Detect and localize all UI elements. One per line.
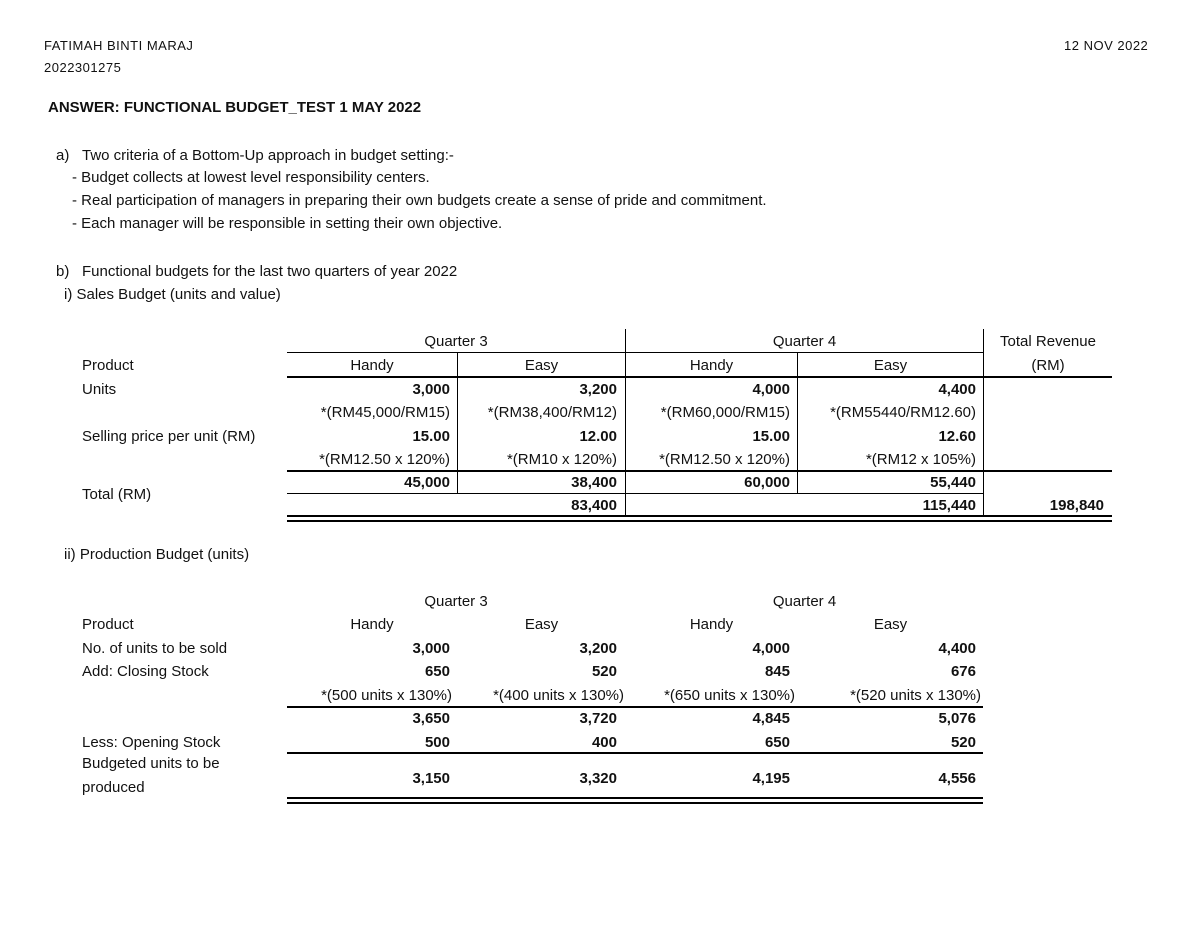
- closing-stock-note: *(520 units x 130%): [850, 687, 981, 704]
- section-a-point: - Real participation of managers in preparing their own budgets create a sense of pride and commitment.: [72, 192, 767, 209]
- col-handy: Handy: [350, 616, 394, 633]
- section-a-point: - Budget collects at lowest level responsibility centers.: [72, 169, 430, 186]
- student-name: FATIMAH BINTI MARAJ: [44, 38, 194, 53]
- units-value: 3,200: [579, 381, 617, 398]
- divider: [457, 353, 458, 493]
- budgeted-units-value: 3,150: [412, 770, 450, 787]
- budgeted-units-value: 4,556: [938, 770, 976, 787]
- price-note: *(RM12.50 x 120%): [659, 451, 790, 468]
- units-value: 3,000: [412, 381, 450, 398]
- price-value: 12.00: [579, 428, 617, 445]
- quarter-4-header: Quarter 4: [772, 333, 837, 350]
- double-underline: [287, 797, 983, 804]
- divider: [797, 353, 798, 493]
- price-value: 12.60: [938, 428, 976, 445]
- col-handy: Handy: [689, 357, 734, 374]
- units-note: *(RM45,000/RM15): [320, 404, 450, 421]
- units-sold-value: 4,400: [938, 640, 976, 657]
- budgeted-units-label: Budgeted units to be: [82, 755, 220, 772]
- quarter-3-header: Quarter 3: [424, 593, 488, 610]
- units-value: 4,000: [752, 381, 790, 398]
- closing-stock-value: 520: [591, 663, 617, 680]
- opening-stock-value: 520: [950, 734, 976, 751]
- subtotal-value: 5,076: [938, 710, 976, 727]
- total-revenue-header: Total Revenue: [1000, 333, 1096, 350]
- subtotal-value: 3,720: [579, 710, 617, 727]
- section-b-label: b): [56, 263, 70, 280]
- date: 12 NOV 2022: [1064, 38, 1149, 53]
- section-a-point: - Each manager will be responsible in setting their own objective.: [72, 215, 503, 232]
- units-label: Units: [82, 381, 117, 398]
- closing-stock-note: *(400 units x 130%): [493, 687, 624, 704]
- budgeted-units-value: 3,320: [579, 770, 617, 787]
- subtotal-value: 3,650: [412, 710, 450, 727]
- opening-stock-label: Less: Opening Stock: [82, 734, 221, 751]
- quarter-4-total: 115,440: [922, 497, 976, 514]
- student-id: 2022301275: [44, 60, 122, 75]
- units-note: *(RM55440/RM12.60): [830, 404, 976, 421]
- price-value: 15.00: [752, 428, 790, 445]
- divider: [287, 493, 983, 494]
- divider: [287, 352, 983, 353]
- budgeted-units-label: produced: [82, 779, 145, 796]
- section-b-heading: Functional budgets for the last two quarters of year 2022: [82, 263, 458, 280]
- units-note: *(RM60,000/RM15): [660, 404, 790, 421]
- closing-stock-label: Add: Closing Stock: [82, 663, 209, 680]
- sales-budget-title: i) Sales Budget (units and value): [64, 286, 281, 303]
- subtotal-value: 4,845: [752, 710, 790, 727]
- col-handy: Handy: [689, 616, 734, 633]
- divider: [287, 706, 983, 708]
- col-easy: Easy: [873, 616, 908, 633]
- units-note: *(RM38,400/RM12): [487, 404, 617, 421]
- budgeted-units-value: 4,195: [752, 770, 790, 787]
- units-sold-value: 3,200: [579, 640, 617, 657]
- units-sold-value: 3,000: [412, 640, 450, 657]
- price-note: *(RM10 x 120%): [506, 451, 617, 468]
- col-easy: Easy: [524, 357, 559, 374]
- col-handy: Handy: [350, 357, 394, 374]
- units-sold-value: 4,000: [752, 640, 790, 657]
- section-a-label: a): [56, 147, 70, 164]
- divider: [287, 752, 983, 754]
- price-label: Selling price per unit (RM): [82, 428, 256, 445]
- divider: [287, 470, 1112, 472]
- price-value: 15.00: [412, 428, 450, 445]
- total-value: 55,440: [930, 474, 976, 491]
- opening-stock-value: 400: [591, 734, 617, 751]
- production-budget-title: ii) Production Budget (units): [64, 546, 250, 563]
- divider: [287, 376, 1112, 378]
- opening-stock-value: 650: [764, 734, 790, 751]
- total-value: 45,000: [404, 474, 450, 491]
- section-a-heading: Two criteria of a Bottom-Up approach in budget setting:-: [82, 147, 454, 164]
- price-note: *(RM12.50 x 120%): [319, 451, 450, 468]
- closing-stock-value: 650: [424, 663, 450, 680]
- double-underline: [287, 515, 1112, 522]
- quarter-3-total: 83,400: [571, 497, 617, 514]
- grand-total: 198,840: [1049, 497, 1104, 514]
- units-sold-label: No. of units to be sold: [82, 640, 228, 657]
- total-revenue-unit: (RM): [1031, 357, 1065, 374]
- product-label: Product: [82, 616, 134, 633]
- col-easy: Easy: [524, 616, 559, 633]
- closing-stock-note: *(500 units x 130%): [321, 687, 452, 704]
- units-value: 4,400: [938, 381, 976, 398]
- opening-stock-value: 500: [424, 734, 450, 751]
- quarter-3-header: Quarter 3: [424, 333, 488, 350]
- page-title: ANSWER: FUNCTIONAL BUDGET_TEST 1 MAY 2022: [48, 99, 422, 116]
- col-easy: Easy: [873, 357, 908, 374]
- quarter-4-header: Quarter 4: [772, 593, 837, 610]
- price-note: *(RM12 x 105%): [865, 451, 976, 468]
- closing-stock-value: 845: [764, 663, 790, 680]
- closing-stock-note: *(650 units x 130%): [664, 687, 795, 704]
- total-label: Total (RM): [82, 486, 152, 503]
- total-value: 60,000: [744, 474, 790, 491]
- closing-stock-value: 676: [950, 663, 976, 680]
- total-value: 38,400: [571, 474, 617, 491]
- product-label: Product: [82, 357, 134, 374]
